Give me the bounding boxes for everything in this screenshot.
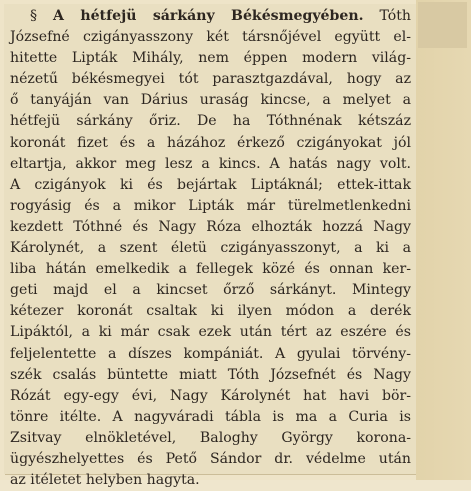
- article-line: geti majd el a kincset őrző sárkányt. Mintegy: [10, 282, 411, 299]
- article-line: ő tanyáján van Dárius uraság kincse, a melyet a: [10, 92, 411, 109]
- article-headline-line: [10, 6, 411, 27]
- article-title: A hétfejü sárkány Békésmegyében.: [53, 8, 364, 24]
- article-line: ügyészhelyettes és Pető Sándor dr. védelme után: [10, 450, 411, 467]
- article-line: kétezer koronát csaltak ki ilyen módon a derék: [10, 303, 411, 320]
- article-line: kezdett Tóthné és Nagy Róza elhozták hozzá Nagy: [10, 218, 411, 235]
- article-line: A czigányok ki és bejártak Liptáknál; ettek-ittak: [10, 176, 411, 193]
- article-line: rogyásig és a mikor Lipták már türelmetlenkedni: [10, 197, 411, 214]
- shadow-block: [418, 2, 467, 48]
- article-line: Károlynét, a szent életü czigányasszonyt, a ki a: [10, 240, 411, 257]
- section-mark: §: [30, 8, 38, 24]
- article-line: Zsitvay elnökletével, Baloghy György korona-: [10, 429, 411, 446]
- article-line: Rózát egy-egy évi, Nagy Károlynét hat havi bör-: [10, 387, 411, 404]
- article-body: [10, 6, 411, 491]
- background-strip: [416, 0, 471, 480]
- article-line: feljelentette a díszes kompániát. A gyulai törvény-: [10, 345, 411, 362]
- article-line: Józsefné czigányasszony két társnőjével együtt el-: [10, 29, 411, 46]
- article-line: eltartja, akkor meg lesz a kincs. A hatás nagy volt.: [10, 155, 411, 172]
- article-line: liba hátán emelkedik a fellegek közé és onnan ker-: [10, 261, 411, 278]
- article-line: az itéletet helyben hagyta.: [10, 472, 200, 489]
- article-line: szék csalás büntette miatt Tóth Józsefnét és Nagy: [10, 366, 411, 383]
- article-line: hitette Lipták Mihály, nem éppen modern világ-: [10, 50, 411, 67]
- article-line: hétfejü sárkány őriz. De ha Tóthnénak kétszáz: [10, 113, 411, 130]
- article-line: nézetű békésmegyei tót parasztgazdával, hogy az: [10, 71, 411, 88]
- article-line: koronát fizet és a házához érkező czigányokat jól: [10, 134, 411, 151]
- article-line: Tóth: [379, 8, 411, 24]
- article-line: tönre itélte. A nagyváradi tábla is ma a Curia is: [10, 408, 411, 425]
- article-line: Lipáktól, a ki már csak ezek után tért az eszére és: [10, 324, 411, 341]
